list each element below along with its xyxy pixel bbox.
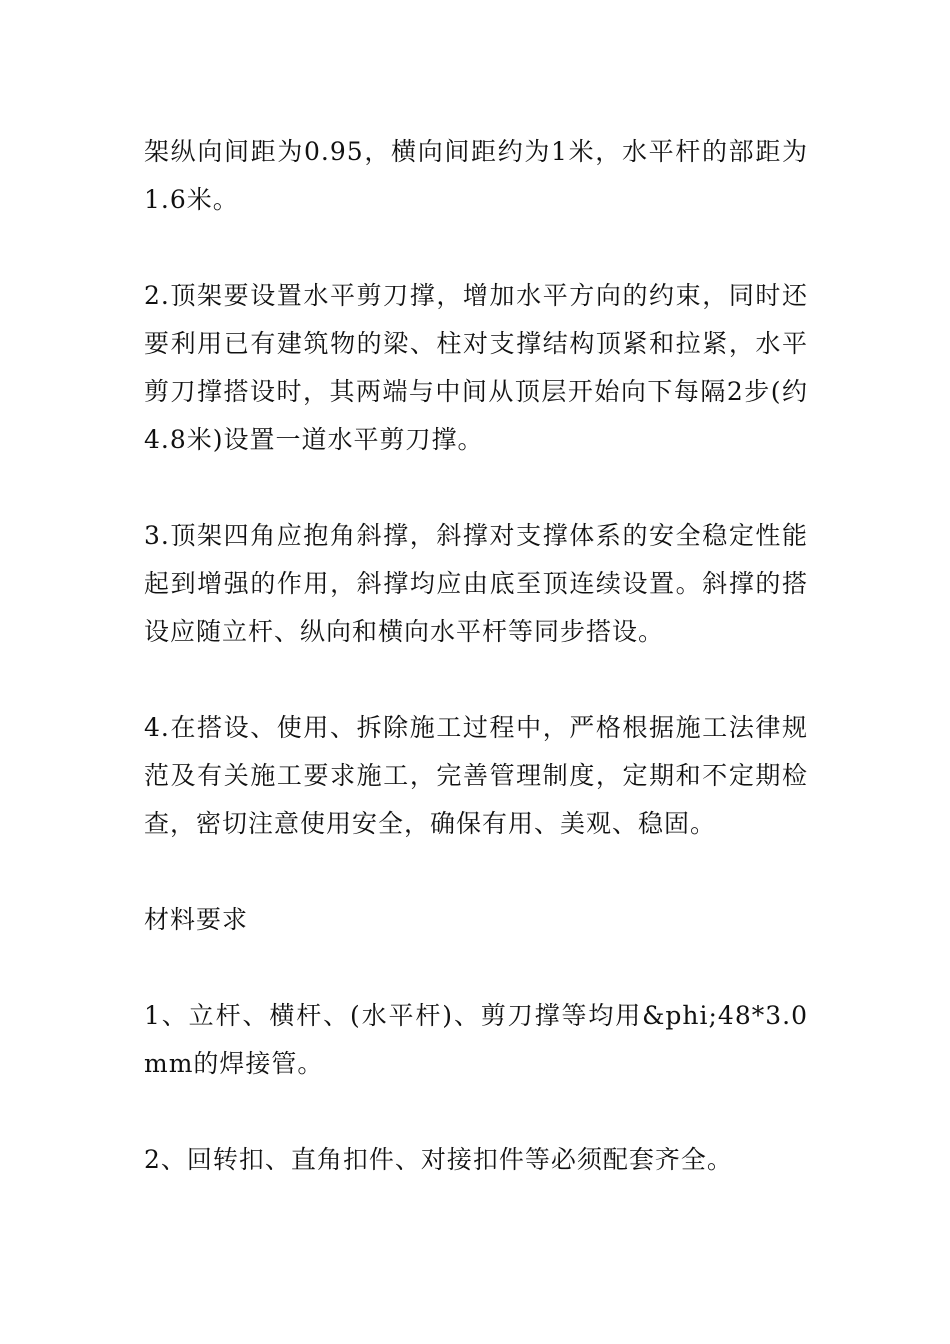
paragraph-corner-bracing: 3.顶架四角应抱角斜撑，斜撑对支撑体系的安全稳定性能起到增强的作用，斜撑均应由底至顶连续设置。斜撑的搭设应随立杆、纵向和横向水平杆等同步搭设。 bbox=[144, 521, 808, 646]
section-heading-material-requirements: 材料要求 bbox=[144, 905, 249, 934]
paragraph-horizontal-bracing: 2.顶架要设置水平剪刀撑，增加水平方向的约束，同时还要利用已有建筑物的梁、柱对支撑结构顶紧和拉紧，水平剪刀撑搭设时，其两端与中间从顶层开始向下每隔2步(约4.8米)设置一道水平剪刀撑。 bbox=[144, 281, 808, 454]
document-body bbox=[144, 128, 808, 1232]
paragraph-material-fasteners: 2、回转扣、直角扣件、对接扣件等必须配套齐全。 bbox=[144, 1145, 733, 1174]
paragraph-material-pipes: 1、立杆、横杆、(水平杆)、剪刀撑等均用&phi;48*3.0mm的焊接管。 bbox=[144, 1001, 808, 1078]
paragraph-construction-safety: 4.在搭设、使用、拆除施工过程中，严格根据施工法律规范及有关施工要求施工，完善管理制度，定期和不定期检查，密切注意使用安全，确保有用、美观、稳固。 bbox=[144, 713, 808, 838]
paragraph-scaffold-spacing: 架纵向间距为0.95，横向间距约为1米，水平杆的部距为1.6米。 bbox=[144, 137, 808, 214]
